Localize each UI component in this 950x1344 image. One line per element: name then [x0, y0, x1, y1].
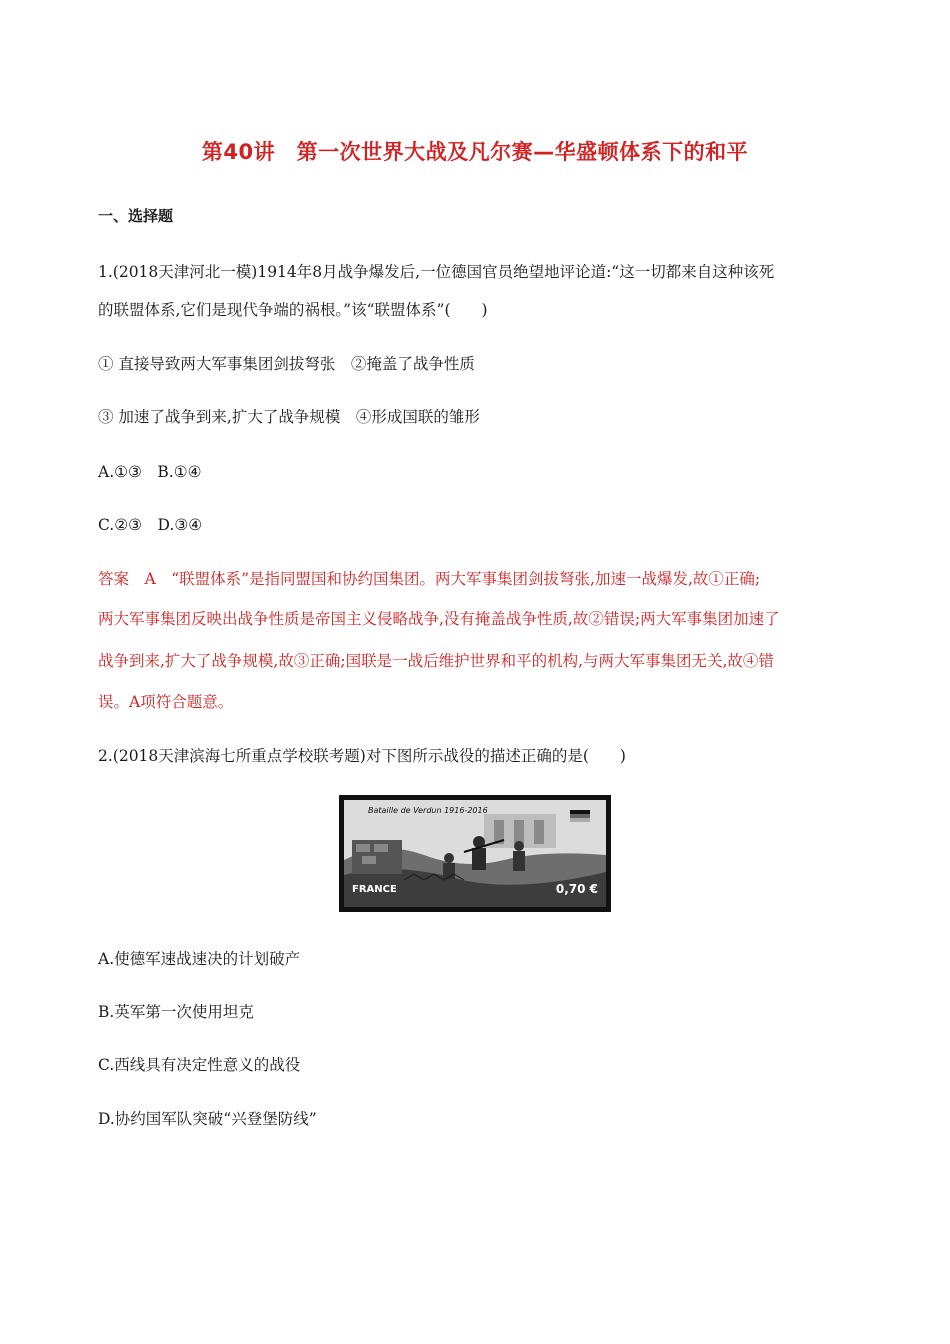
question-1-answer-line-3: 战争到来,扩大了战争规模,故③正确;国联是一战后维护世界和平的机构,与两大军事集团无关,故④错 [98, 652, 774, 670]
page-title: 第40讲 第一次世界大战及凡尔赛—华盛顿体系下的和平 [201, 140, 749, 164]
question-1-stem-line-2: 的联盟体系,它们是现代争端的祸根。”该“联盟体系”( ) [98, 301, 488, 319]
question-1-options-line-1: A.①③ B.①④ [98, 463, 202, 481]
question-1-answer-line-4: 误。A项符合题意。 [98, 693, 234, 711]
question-1-statements-line-1: ① 直接导致两大军事集团剑拔弩张 ②掩盖了战争性质 [98, 355, 475, 373]
stamp-caption: Bataille de Verdun 1916-2016 [368, 806, 488, 815]
question-1-stem-line-1: 1.(2018天津河北一模)1914年8月战争爆发后,一位德国官员绝望地评论道:“这一切都来自这种该死 [98, 263, 775, 281]
question-1-answer-line-1: 答案 A “联盟体系”是指同盟国和协约国集团。两大军事集团剑拔弩张,加速一战爆发,故①正确; [98, 570, 761, 588]
question-2-option-a: A.使德军速战速决的计划破产 [98, 950, 301, 968]
question-1-answer-line-2: 两大军事集团反映出战争性质是帝国主义侵略战争,没有掩盖战争性质,故②错误;两大军事集团加速了 [98, 610, 780, 628]
verdun-stamp-image [339, 795, 611, 912]
section-heading: 一、选择题 [98, 207, 174, 225]
question-2-option-b: B.英军第一次使用坦克 [98, 1003, 254, 1021]
question-1-statements-line-2: ③ 加速了战争到来,扩大了战争规模 ④形成国联的雏形 [98, 408, 480, 426]
stamp-value: 0,70 € [555, 882, 598, 896]
stamp-country: FRANCE [352, 884, 397, 895]
question-2-option-d: D.协约国军队突破“兴登堡防线” [98, 1110, 317, 1128]
question-2-stem: 2.(2018天津滨海七所重点学校联考题)对下图所示战役的描述正确的是( ) [98, 747, 626, 765]
question-1-options-line-2: C.②③ D.③④ [98, 516, 203, 534]
question-2-option-c: C.西线具有决定性意义的战役 [98, 1056, 301, 1074]
